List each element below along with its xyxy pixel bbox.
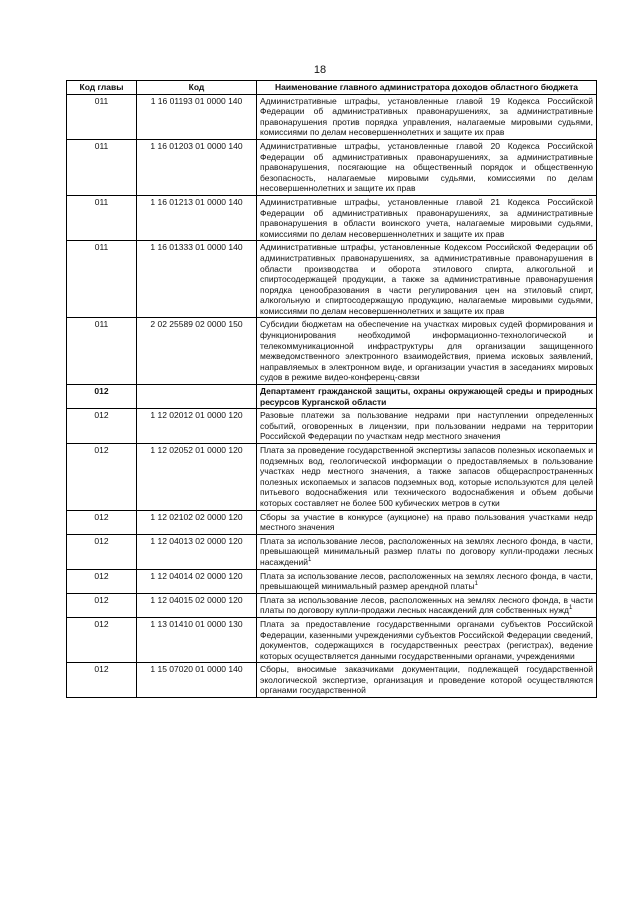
- table-row: [67, 444, 597, 511]
- chapter-code-cell: 012: [67, 593, 137, 617]
- table-row: [67, 241, 597, 318]
- revenue-code-cell: 1 12 02102 02 0000 120: [137, 510, 257, 534]
- description-text: Административные штрафы, установленные главой 20 Кодекса Российской Федерации об административных правонарушениях, за административные правонарушения, посягающие на общественный порядок и общественную безопасность, налагаемые мировыми судьями, комиссиями по делам несовершеннолетних и защите их прав: [260, 140, 593, 194]
- description-cell: [257, 195, 597, 240]
- description-text: Субсидии бюджетам на обеспечение на участках мировых судей формирования и функционирования необходимой информационно-технологической и телекоммуникационной инфраструктуры для организации защищенного межведомственного электронного взаимодействия, приема исковых заявлений, направляемых в электронном виде, и организации участия в заседаниях мировых судов в режиме видео-конференц-связи: [260, 319, 593, 383]
- chapter-code-cell: 011: [67, 241, 137, 318]
- revenue-code-cell: 1 13 01410 01 0000 130: [137, 617, 257, 662]
- chapter-code-cell: 012: [67, 510, 137, 534]
- description-text: Департамент гражданской защиты, охраны окружающей среды и природных ресурсов Курганской области: [260, 386, 593, 407]
- revenue-code-cell: 1 16 01203 01 0000 140: [137, 139, 257, 195]
- table-row: [67, 534, 597, 569]
- revenue-code-cell: 2 02 25589 02 0000 150: [137, 318, 257, 385]
- chapter-code-cell: 012: [67, 663, 137, 698]
- department-row: [67, 385, 597, 409]
- table-row: [67, 663, 597, 698]
- revenue-administrators-table: [66, 80, 597, 698]
- description-cell: [257, 385, 597, 409]
- description-cell: [257, 409, 597, 444]
- description-cell: [257, 510, 597, 534]
- description-cell: [257, 318, 597, 385]
- revenue-code-cell: 1 12 02052 01 0000 120: [137, 444, 257, 511]
- table-row: [67, 195, 597, 240]
- header-code: Код: [137, 81, 257, 95]
- revenue-code-cell: 1 16 01333 01 0000 140: [137, 241, 257, 318]
- revenue-code-cell: 1 12 04013 02 0000 120: [137, 534, 257, 569]
- footnote-marker: 1: [568, 605, 573, 612]
- description-text: Административные штрафы, установленные Кодексом Российской Федерации об административных правонарушениях, за административные правонарушения в области производства и оборота этилового спирта, алкогольной и спиртосодержащей продукции, а также за административные правонарушения порядка ценообразования в части регулирования цен на этиловый спирт, алкогольную и спиртосодержащую продукцию, налагаемые мировыми судьями, комиссиями по делам несовершеннолетних и защите их прав: [260, 242, 593, 316]
- revenue-code-cell: 1 16 01193 01 0000 140: [137, 94, 257, 139]
- table-row: [67, 593, 597, 617]
- table-row: [67, 409, 597, 444]
- description-text: Административные штрафы, установленные главой 19 Кодекса Российской Федерации об административных правонарушениях, за административные правонарушения против порядка управления, налагаемые мировыми судьями, комиссиями по делам несовершеннолетних и защите их прав: [260, 95, 593, 138]
- description-cell: [257, 241, 597, 318]
- description-text: Сборы, вносимые заказчиками документации, подлежащей государственной экологической экспертизе, организация и проведение которой осуществляются органами государственной: [260, 664, 593, 696]
- page-number: 18: [313, 64, 327, 76]
- revenue-code-cell: 1 15 07020 01 0000 140: [137, 663, 257, 698]
- description-text: Сборы за участие в конкурсе (аукционе) на право пользования участками недр местного значения: [260, 511, 593, 533]
- table-header-row: [67, 81, 597, 95]
- chapter-code-cell: 011: [67, 195, 137, 240]
- description-text: Плата за использование лесов, расположенных на землях лесного фонда, в части, превышающей минимальный размер арендной платы: [260, 570, 593, 592]
- description-text: Плата за предоставление государственными органами субъектов Российской Федерации, казенными учреждениями субъектов Российской Федерации сведений, документов, содержащихся в государственных реестрах (регистрах), ведение которых осуществляется данными государственными органами, учреждениями: [260, 618, 593, 661]
- description-cell: [257, 663, 597, 698]
- chapter-code-cell: 011: [67, 318, 137, 385]
- description-cell: [257, 139, 597, 195]
- footnote-marker: 1: [474, 581, 478, 588]
- chapter-code-cell: 012: [67, 569, 137, 593]
- description-cell: [257, 593, 597, 617]
- footnote-marker: 1: [307, 557, 312, 564]
- description-text: Разовые платежи за пользование недрами при наступлении определенных событий, оговоренных в лицензии, при пользовании недрами на территории Российской Федерации по участкам недр местного значения: [260, 410, 593, 442]
- description-cell: [257, 444, 597, 511]
- description-text: Плата за использование лесов, расположенных на землях лесного фонда, в части, превышающей минимальный размер платы по договору купли-продажи лесных насаждений: [260, 535, 593, 567]
- revenue-code-cell: 1 16 01213 01 0000 140: [137, 195, 257, 240]
- revenue-code-cell: 1 12 02012 01 0000 120: [137, 409, 257, 444]
- chapter-code-cell: 012: [67, 617, 137, 662]
- chapter-code-cell: 012: [67, 444, 137, 511]
- description-cell: [257, 94, 597, 139]
- description-text: Плата за проведение государственной экспертизы запасов полезных ископаемых и подземных вод, геологической информации о предоставляемых в пользование участках недр местного значения, а также запасов общераспространенных полезных ископаемых и запасов подземных вод, которые используются для целей питьевого водоснабжения или технического водоснабжения и объем добычи которых составляет не более 500 кубических метров в сутки: [260, 445, 593, 508]
- table-row: [67, 318, 597, 385]
- table-row: [67, 617, 597, 662]
- chapter-code-cell: 012: [67, 409, 137, 444]
- description-text: Административные штрафы, установленные главой 21 Кодекса Российской Федерации об административных правонарушениях, за административные правонарушения в области воинского учета, налагаемые мировыми судьями, комиссиями по делам несовершеннолетних и защите их прав: [260, 196, 593, 239]
- header-name: Наименование главного администратора доходов областного бюджета: [257, 81, 597, 95]
- description-cell: [257, 534, 597, 569]
- description-cell: [257, 569, 597, 593]
- table-row: [67, 94, 597, 139]
- chapter-code-cell: 011: [67, 139, 137, 195]
- revenue-code-cell: 1 12 04015 02 0000 120: [137, 593, 257, 617]
- revenue-code-cell: [137, 385, 257, 409]
- chapter-code-cell: 012: [67, 385, 137, 409]
- chapter-code-cell: 011: [67, 94, 137, 139]
- revenue-code-cell: 1 12 04014 02 0000 120: [137, 569, 257, 593]
- table-row: [67, 510, 597, 534]
- table-row: [67, 569, 597, 593]
- table-row: [67, 139, 597, 195]
- description-cell: [257, 617, 597, 662]
- header-chapter-code: Код главы: [67, 81, 137, 95]
- description-text: Плата за использование лесов, расположенных на землях лесного фонда, в части платы по договору купли-продажи лесных насаждений для собственных нужд: [260, 594, 593, 616]
- chapter-code-cell: 012: [67, 534, 137, 569]
